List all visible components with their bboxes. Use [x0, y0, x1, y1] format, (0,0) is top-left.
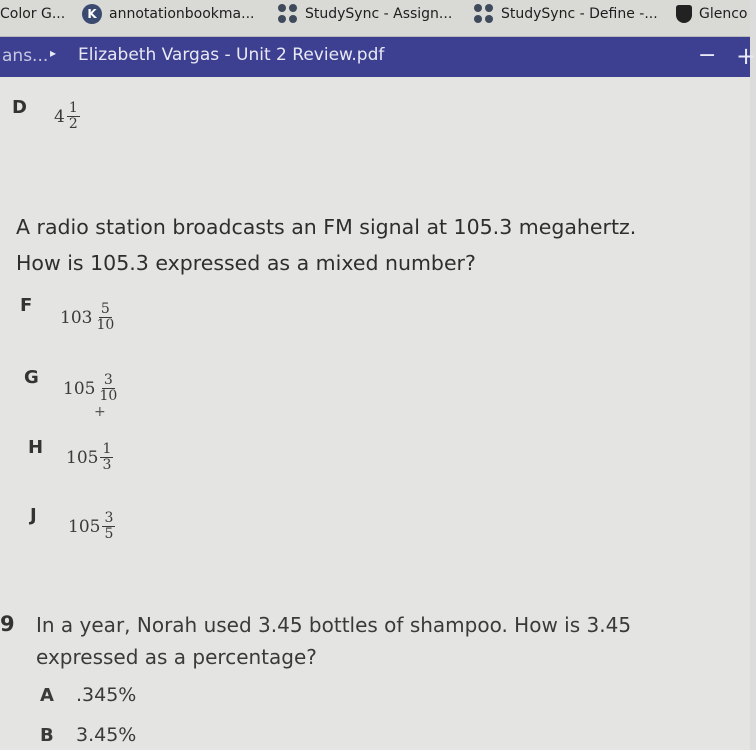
shield-icon	[676, 5, 692, 23]
option-letter-f: F	[20, 295, 33, 316]
numerator: 3	[104, 510, 114, 526]
bookmark-label: StudySync - Assign...	[305, 6, 453, 22]
question9-text-line-1: In a year, Norah used 3.45 bottles of shampoo. How is 3.45	[36, 613, 632, 637]
whole-number: 4	[54, 106, 65, 127]
denominator: 10	[96, 317, 115, 333]
numerator: 5	[100, 301, 110, 317]
option-d-value	[54, 101, 80, 132]
answer-a	[40, 684, 136, 706]
numerator: 1	[102, 441, 112, 457]
pdf-page[interactable]	[0, 77, 750, 750]
fraction	[97, 373, 119, 404]
option-letter-h: H	[28, 437, 44, 458]
option-letter-g: G	[24, 367, 39, 388]
bookmark-studysync-assign[interactable]	[278, 0, 452, 28]
bookmarks-bar	[0, 0, 750, 37]
denominator: 3	[102, 457, 112, 473]
breadcrumb[interactable]: ans...	[2, 46, 49, 66]
fraction	[67, 101, 80, 132]
zoom-out-button[interactable]: −	[698, 43, 717, 68]
bookmark-color-g[interactable]	[0, 0, 65, 28]
whole-number: 105	[66, 447, 99, 468]
question-number: 9	[0, 612, 15, 636]
option-g-value	[63, 373, 119, 404]
question-text-line-1: A radio station broadcasts an FM signal at 105.3 megahertz.	[16, 215, 637, 239]
bookmark-label: annotationbookma...	[109, 6, 255, 22]
bookmark-studysync-define[interactable]	[474, 0, 658, 28]
bookmark-label: Glenco	[699, 6, 748, 22]
studysync-icon	[278, 4, 298, 24]
zoom-in-button[interactable]: +	[736, 42, 756, 70]
option-letter-d: D	[12, 97, 27, 118]
fraction	[94, 302, 116, 333]
bookmark-glencoe[interactable]	[676, 0, 748, 28]
whole-number: 105	[63, 378, 96, 399]
answer-text: 3.45%	[76, 724, 137, 746]
denominator: 10	[99, 388, 118, 404]
bookmark-label: Color G...	[0, 6, 66, 22]
question-text-line-2: How is 105.3 expressed as a mixed number?	[16, 251, 476, 275]
document-title: Elizabeth Vargas - Unit 2 Review.pdf	[78, 45, 385, 65]
answer-text: .345%	[76, 684, 137, 706]
stray-mark: +	[94, 404, 106, 420]
chevron-right-icon: ▸	[50, 46, 57, 60]
k-icon: K	[82, 4, 102, 24]
option-f-value	[60, 302, 116, 333]
question9-text-line-2: expressed as a percentage?	[36, 645, 317, 669]
whole-number: 105	[68, 516, 101, 537]
whole-number: 103	[60, 307, 93, 328]
fraction	[100, 442, 113, 473]
denominator: 5	[104, 526, 114, 542]
fraction	[102, 511, 115, 542]
pdf-toolbar	[0, 37, 756, 77]
studysync-icon	[474, 4, 494, 24]
answer-letter: B	[40, 725, 54, 746]
option-j-value	[68, 511, 115, 542]
answer-letter: A	[40, 685, 54, 706]
bookmark-label: StudySync - Define -...	[501, 6, 658, 22]
option-letter-j: J	[30, 505, 37, 526]
numerator: 3	[103, 372, 113, 388]
bookmark-annotationbookmark[interactable]	[82, 0, 254, 28]
numerator: 1	[68, 100, 78, 116]
answer-b	[40, 724, 136, 746]
denominator: 2	[68, 116, 78, 132]
option-h-value	[66, 442, 113, 473]
